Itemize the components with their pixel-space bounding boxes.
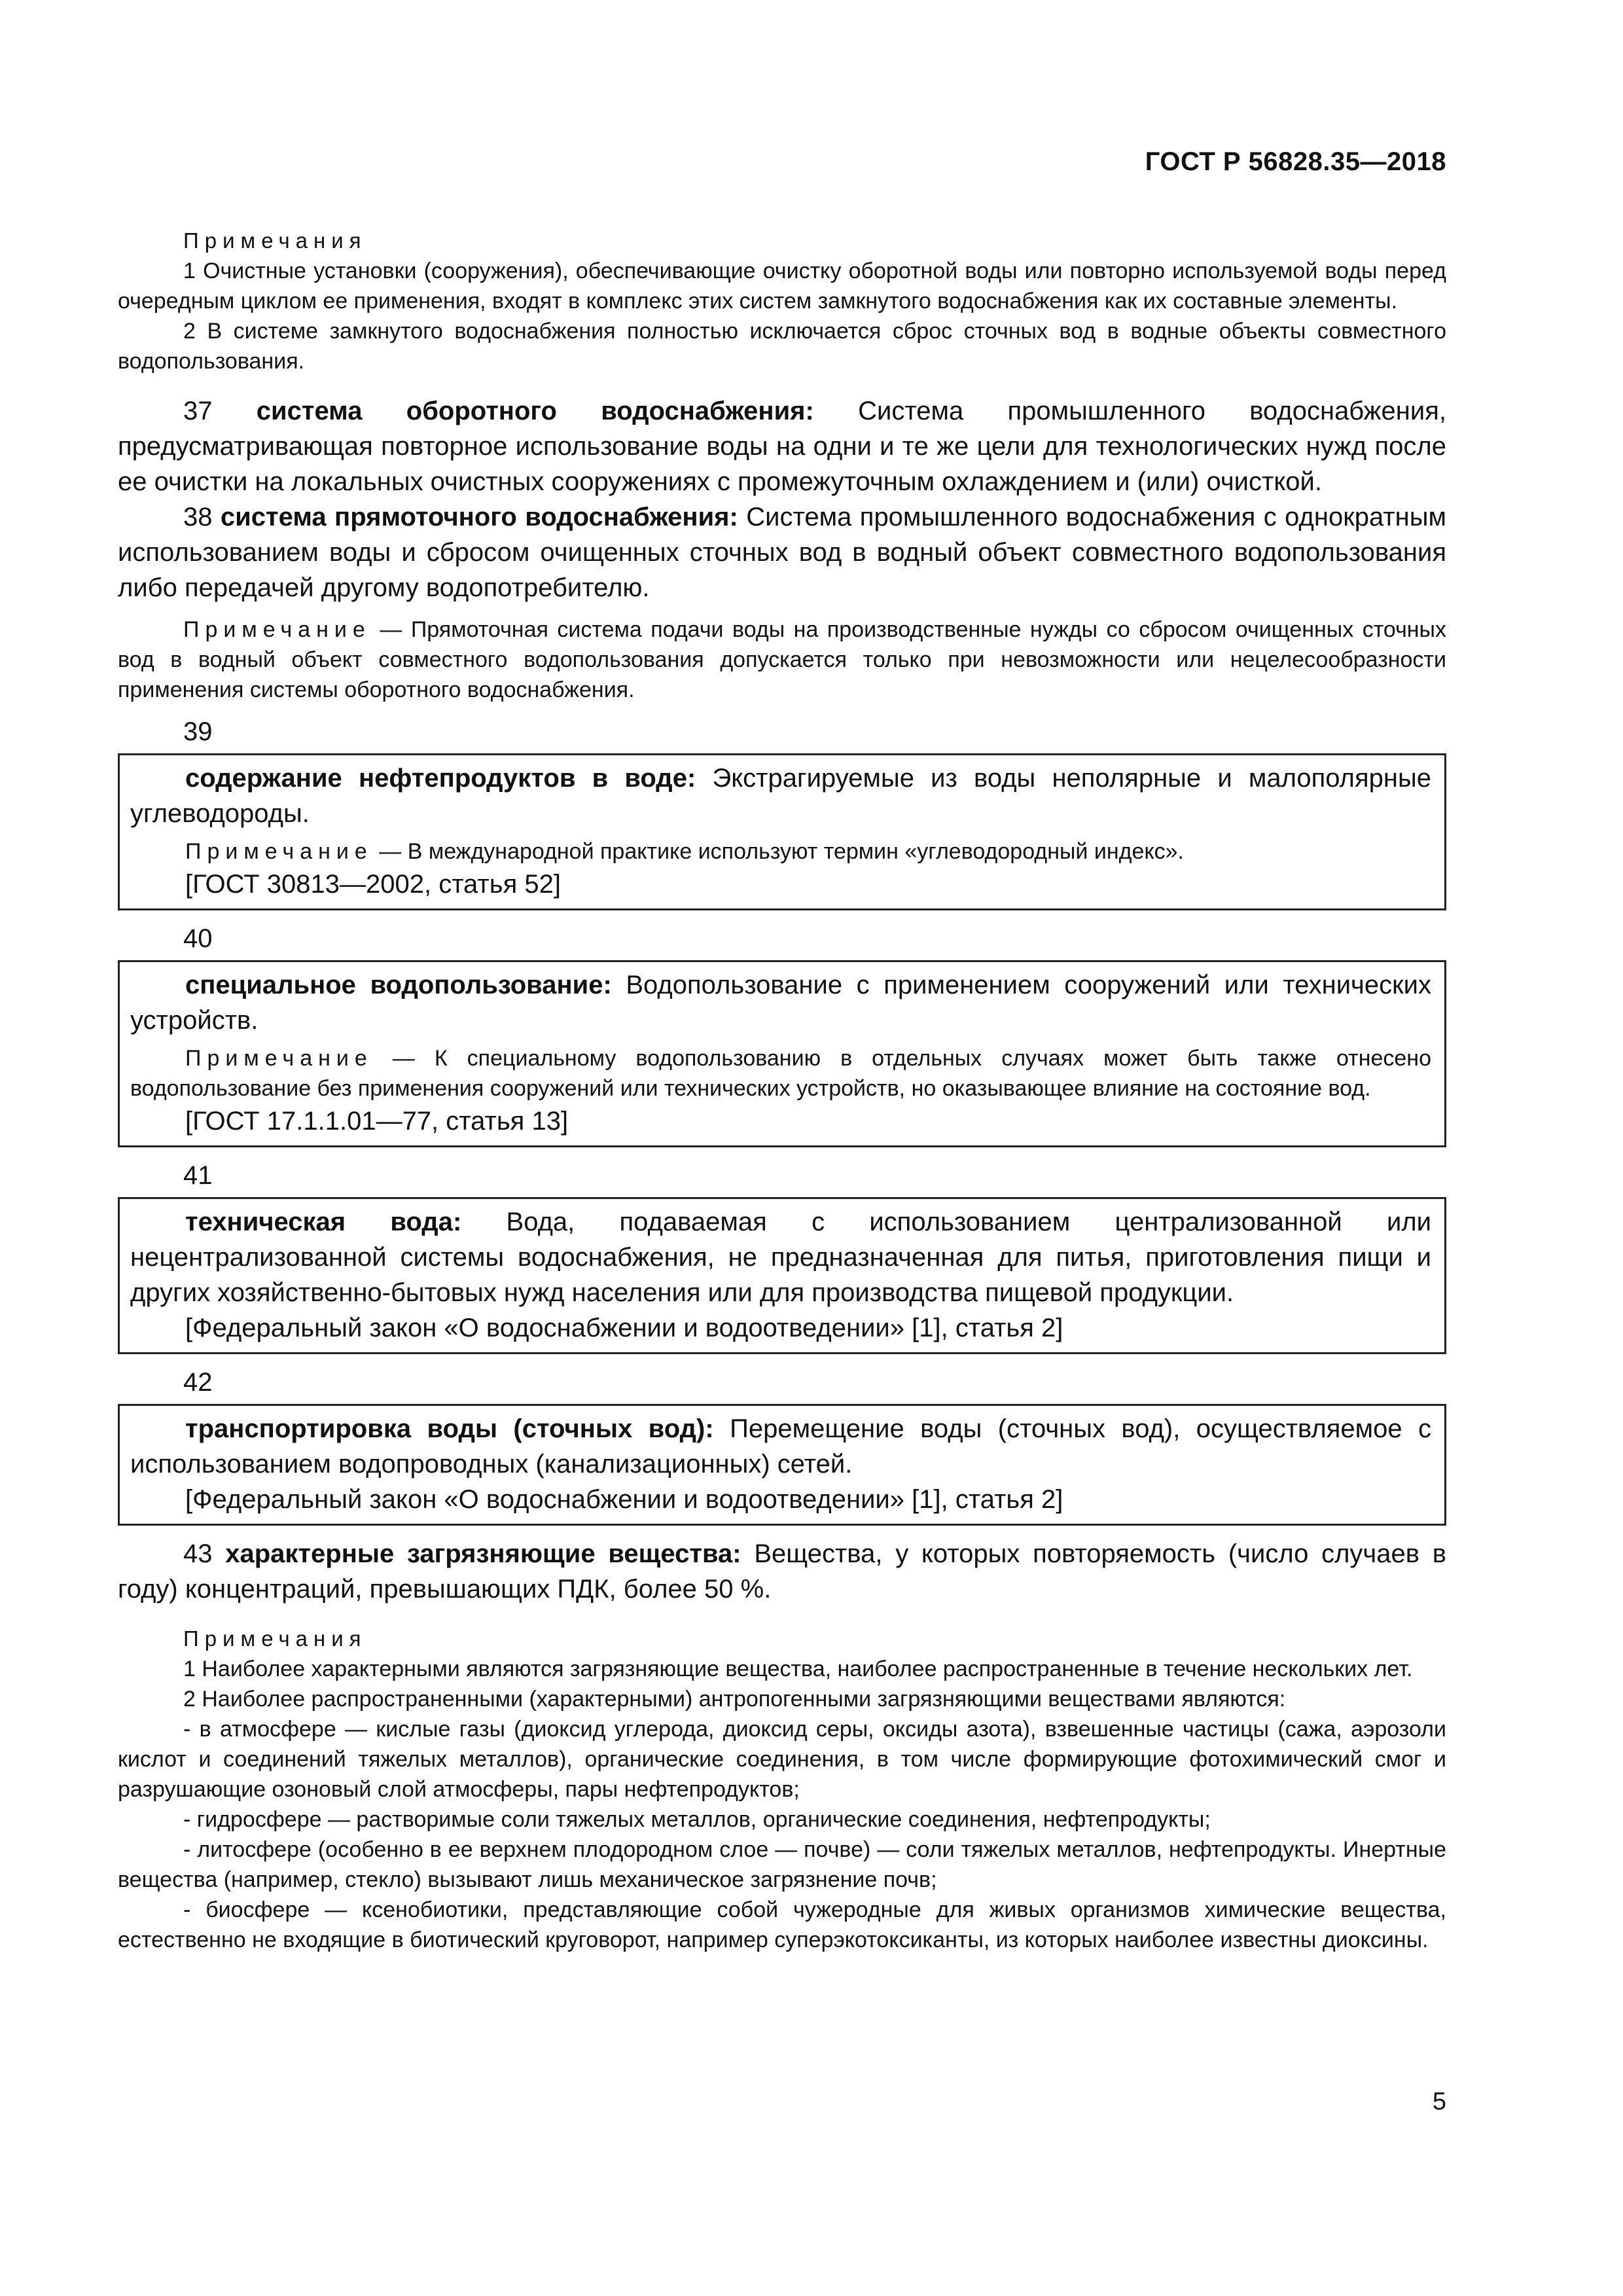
term-definition: Вода, подаваемая с использованием централизованной или нецентрализованной системы водоснабжения, не предназначенная для питья, приготовления пищи и других хозяйственно-бытовых нужд населения или для производства пищевой продукции.: [130, 1208, 1432, 1307]
note-label: Примечание: [183, 617, 371, 642]
note-label: Примечание: [185, 839, 373, 864]
term-name: система оборотного водоснабжения:: [256, 397, 814, 425]
term-number: 40: [183, 924, 213, 953]
note-item: - гидросфере — растворимые соли тяжелых металлов, органические соединения, нефтепродукты;: [183, 1807, 1211, 1832]
term-39-note: [130, 836, 1431, 867]
note-text: — В международной практике используют термин «углеводородный индекс».: [379, 839, 1184, 864]
term-42-box: [118, 1404, 1446, 1526]
term-41: [130, 1204, 1431, 1310]
note-label: Примечание: [185, 1046, 373, 1071]
term-definition: Водопользование с применением сооружений или технических устройств.: [130, 971, 1431, 1035]
note-item: - литосфере (особенно в ее верхнем плодородном слое — почве) — соли тяжелых металлов, нефтепродукты. Инертные вещества (например, стекло) вызывают лишь механическое загрязнение почв;: [118, 1837, 1446, 1892]
term-source: [ГОСТ 17.1.1.01—77, статья 13]: [185, 1107, 569, 1136]
note-item: 1 Очистные установки (сооружения), обеспечивающие очистку оборотной воды или повторно используемой воды перед очередным циклом ее применения, входят в комплекс этих систем замкнутого водоснабжения как их составные элементы.: [118, 259, 1446, 314]
page-content: [118, 226, 1446, 1955]
term-40-box: [118, 960, 1446, 1147]
term-number: 41: [183, 1161, 213, 1190]
document-code: ГОСТ Р 56828.35—2018: [1145, 147, 1446, 176]
term-source: [Федеральный закон «О водоснабжении и водоотведении» [1], статья 2]: [185, 1485, 1063, 1514]
term-source: [ГОСТ 30813—2002, статья 52]: [185, 870, 561, 899]
term-name: специальное водопользование:: [185, 971, 612, 999]
term-40: [130, 967, 1431, 1038]
term-number: 37: [183, 397, 213, 425]
term-definition: Перемещение воды (сточных вод), осуществляемое с использованием водопроводных (канализационных) сетей.: [130, 1414, 1431, 1479]
note-item: - биосфере — ксенобиотики, представляющие собой чужеродные для живых организмов химические вещества, естественно не входящие в биотический круговорот, например суперэкотоксиканты, из которых наиболее известны диоксины.: [118, 1897, 1446, 1952]
term-number: 39: [183, 717, 213, 746]
note-text: — Прямоточная система подачи воды на производственные нужды со сбросом очищенных сточных вод в водный объект совместного водопользования допускается только при невозможности или нецелесообразности применения системы оборотного водоснабжения.: [118, 617, 1446, 702]
term-42: [130, 1411, 1431, 1482]
term-name: техническая вода:: [185, 1208, 462, 1236]
note-item: - в атмосфере — кислые газы (диоксид углерода, диоксид серы, оксиды азота), взвешенные частицы (сажа, аэрозоли кислот и соединений тяжелых металлов), органические соединения, в том числе формирующие фотохимический смог и разрушающие озоновый слой атмосферы, пары нефтепродуктов;: [118, 1717, 1446, 1802]
term-name: транспортировка воды (сточных вод):: [185, 1414, 714, 1443]
term-41-box: [118, 1197, 1446, 1354]
term-name: содержание нефтепродуктов в воде:: [185, 764, 696, 793]
term-39-box: [118, 753, 1446, 910]
term-source: [Федеральный закон «О водоснабжении и водоотведении» [1], статья 2]: [185, 1314, 1063, 1342]
note-item: 1 Наиболее характерными являются загрязняющие вещества, наиболее распространенные в течение нескольких лет.: [183, 1657, 1413, 1681]
term-38: [118, 499, 1446, 605]
note-item: 2 В системе замкнутого водоснабжения полностью исключается сброс сточных вод в водные объекты совместного водопользования.: [118, 319, 1446, 374]
term-name: характерные загрязняющие вещества:: [225, 1539, 741, 1568]
term-43: [118, 1536, 1446, 1607]
term-definition: Экстрагируемые из воды неполярные и малополярные углеводороды.: [130, 764, 1431, 828]
term-number: 42: [183, 1368, 213, 1397]
term-38-note: [118, 615, 1446, 705]
page-number: 5: [1432, 2088, 1446, 2115]
term-40-note: [130, 1043, 1431, 1103]
note-item: 2 Наиболее распространенными (характерными) антропогенными загрязняющими веществами являются:: [183, 1687, 1286, 1712]
term-37: [118, 393, 1446, 499]
term-definition: Система промышленного водоснабжения с однократным использованием воды и сбросом очищенных сточных вод в водный объект совместного водопользования либо передачей другому водопотребителю.: [118, 503, 1446, 602]
term-number: 43: [183, 1539, 213, 1568]
notes-heading: Примечания: [183, 1626, 367, 1651]
term-name: система прямоточного водоснабжения:: [220, 503, 738, 531]
document-page: [118, 0, 1446, 2296]
term-definition: Система промышленного водоснабжения, предусматривающая повторное использование воды на одни и те же цели для технологических нужд после ее очистки на локальных очистных сооружениях с промежуточным охлаждением и (или) очисткой.: [118, 397, 1446, 496]
term-number: 38: [183, 503, 213, 531]
note-text: — К специальному водопользованию в отдельных случаях может быть также отнесено водопользование без применения сооружений или технических устройств, но оказывающее влияние на состояние вод.: [130, 1046, 1431, 1101]
term-definition: Вещества, у которых повторяемость (число случаев в году) концентраций, превышающих ПДК, более 50 %.: [118, 1539, 1446, 1604]
notes-heading: Примечания: [183, 228, 367, 253]
term-39: [130, 761, 1431, 831]
